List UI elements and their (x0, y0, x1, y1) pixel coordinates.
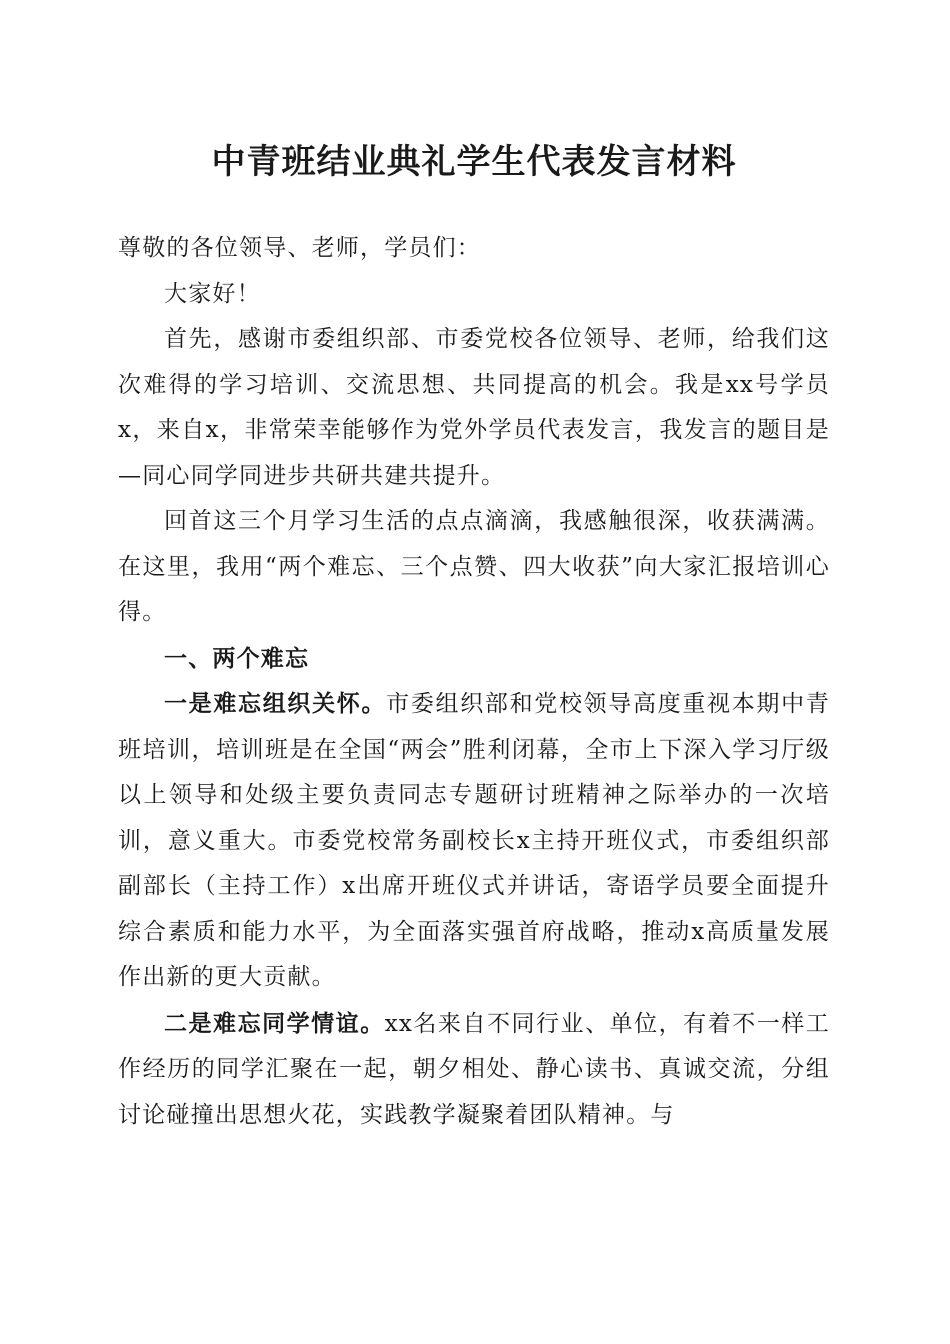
point-body-1: 市委组织部和党校领导高度重视本期中青班培训，培训班是在全国“两会”胜利闭幕，全市上下深入学习厅级以上领导和处级主要负责同志专题研讨班精神之际举办的一次培训，意义重大。市委党校常务副校长x主持开班仪式，市委组织部副部长（主持工作）x出席开班仪式并讲话，寄语学员要全面提升综合素质和能力水平，为全面落实强首府战略，推动x高质量发展作出新的更大贡献。 (118, 691, 830, 990)
point-lead-1: 一是难忘组织关怀。 (164, 690, 387, 717)
intro-paragraph: 首先，感谢市委组织部、市委党校各位领导、老师，给我们这次难得的学习培训、交流思想、共同提高的机会。我是xx号学员x，来自x，非常荣幸能够作为党外学员代表发言，我发言的题目是—同心同学同进步共研共建共提升。 (118, 326, 830, 489)
salutation: 尊敬的各位领导、老师，学员们： (118, 235, 481, 261)
greeting: 大家好！ (164, 280, 261, 307)
reflection-paragraph: 回首这三个月学习生活的点点滴滴，我感触很深，收获满满。在这里，我用“两个难忘、三个点赞、四大收获”向大家汇报培训心得。 (118, 508, 830, 625)
point-lead-2: 二是难忘同学情谊。 (164, 1009, 385, 1037)
point-body-2: xx名来自不同行业、单位，有着不一样工作经历的同学汇聚在一起，朝夕相处、静心读书、真诚交流，分组讨论碰撞出思想火花，实践教学凝聚着团队精神。与 (118, 1010, 830, 1128)
document-title: 中青班结业典礼学生代表发言材料 (211, 142, 737, 182)
point-paragraph-1 (118, 681, 830, 1001)
point-paragraph-2 (118, 1001, 830, 1139)
section-heading-1: 一、两个难忘 (164, 644, 310, 672)
document-body (118, 136, 830, 1138)
